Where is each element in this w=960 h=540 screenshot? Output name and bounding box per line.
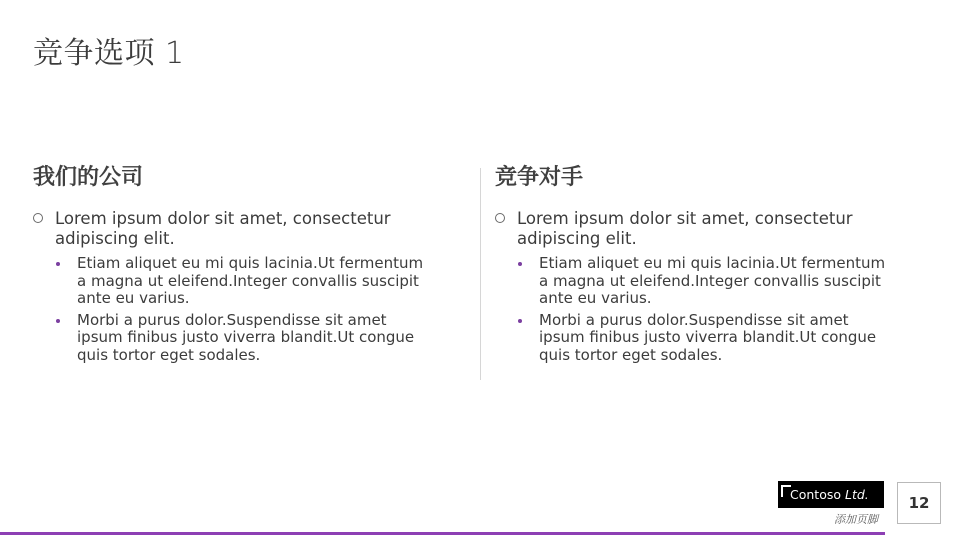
our-company-column: [33, 160, 433, 368]
sub-bullet-item: [33, 255, 433, 308]
logo-main-text: Contoso: [790, 487, 842, 502]
dot-bullet-icon: [56, 319, 60, 323]
logo-sub-text: Ltd.: [845, 487, 869, 502]
bullet-text: Lorem ipsum dolor sit amet, consectetur adipiscing elit.: [55, 209, 391, 248]
circle-bullet-icon: [495, 213, 505, 223]
bullet-item: [495, 209, 895, 249]
column-heading: 竞争对手: [495, 165, 584, 190]
sub-bullet-item: [495, 312, 895, 365]
footer-text: 添加页脚: [834, 513, 878, 526]
page-number: 12: [897, 482, 941, 524]
bullet-text: Lorem ipsum dolor sit amet, consectetur adipiscing elit.: [517, 209, 853, 248]
dot-bullet-icon: [518, 319, 522, 323]
sub-bullet-list: [33, 255, 433, 364]
bottom-accent-line: [0, 532, 885, 535]
circle-bullet-icon: [33, 213, 43, 223]
sub-bullet-text: Morbi a purus dolor.Suspendisse sit amet ipsum finibus justo viverra blandit.Ut congue quis tortor eget sodales.: [77, 310, 415, 364]
dot-bullet-icon: [56, 262, 60, 266]
column-divider: [480, 168, 481, 380]
dot-bullet-icon: [518, 262, 522, 266]
sub-bullet-list: [495, 255, 895, 364]
column-heading: 我们的公司: [33, 165, 144, 190]
sub-bullet-text: Morbi a purus dolor.Suspendisse sit amet ipsum finibus justo viverra blandit.Ut congue quis tortor eget sodales.: [539, 310, 877, 364]
competitor-column: [495, 160, 895, 368]
sub-bullet-item: [33, 312, 433, 365]
company-logo: [778, 481, 884, 508]
sub-bullet-text: Etiam aliquet eu mi quis lacinia.Ut fermentum a magna ut eleifend.Integer convallis suscipit ante eu varius.: [77, 254, 424, 307]
sub-bullet-text: Etiam aliquet eu mi quis lacinia.Ut fermentum a magna ut eleifend.Integer convallis suscipit ante eu varius.: [539, 254, 886, 307]
sub-bullet-item: [495, 255, 895, 308]
bullet-item: [33, 209, 433, 249]
slide-title: 竞争选项 1: [33, 36, 185, 71]
logo-corner-mark: [781, 485, 791, 497]
